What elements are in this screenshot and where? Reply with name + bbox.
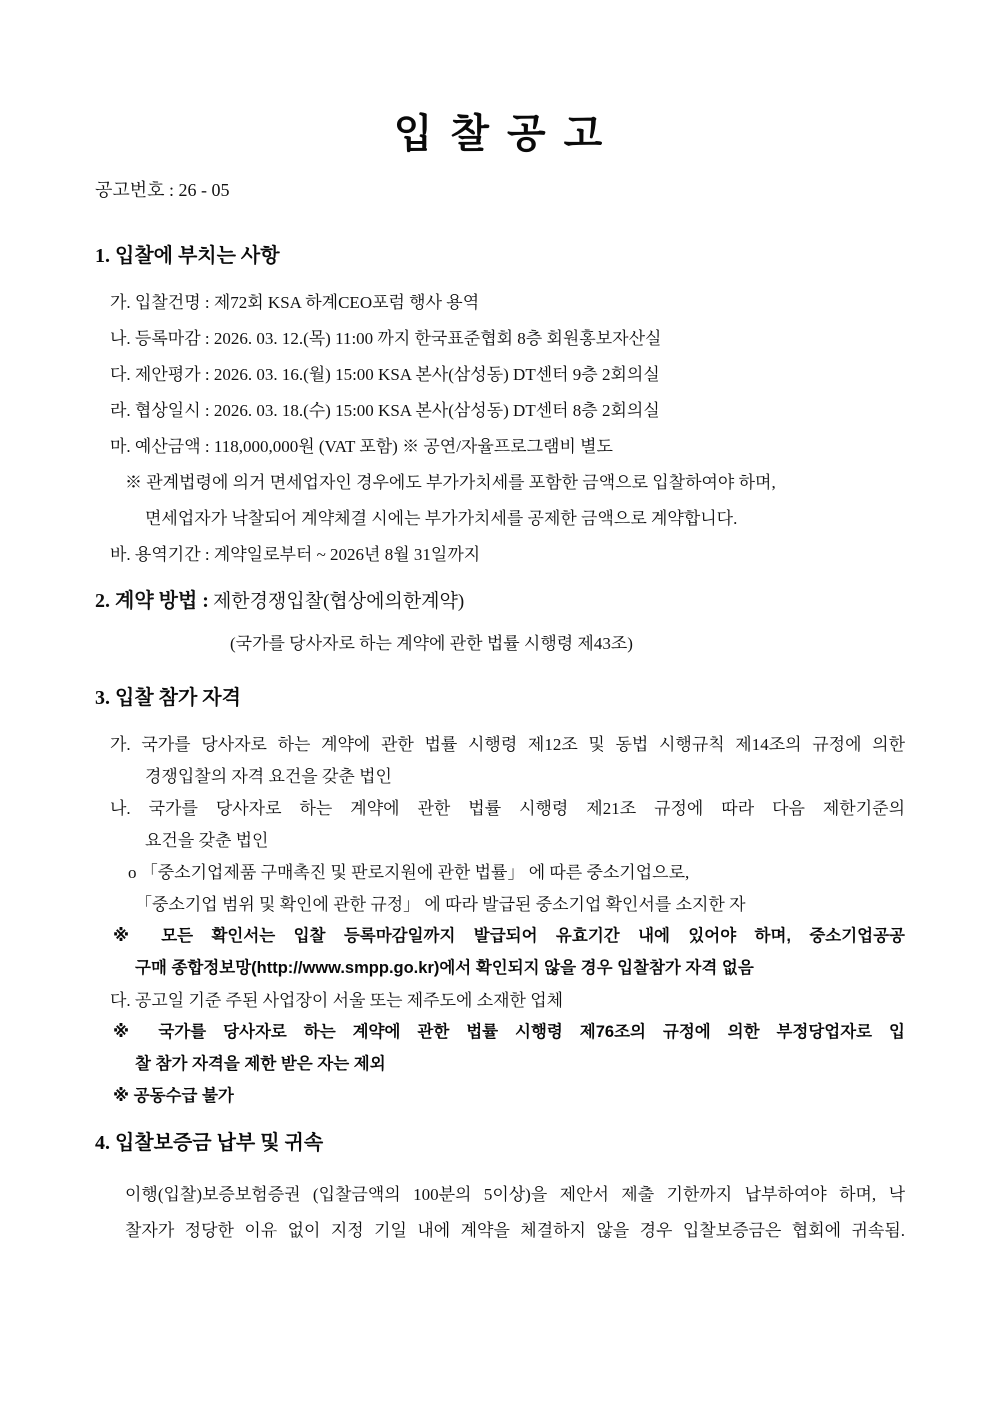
qualification-ga-line-2: 경쟁입찰의 자격 요건을 갖춘 법인	[145, 767, 392, 786]
service-period-line: 바. 용역기간 : 계약일로부터 ~ 2026년 8월 31일까지	[110, 545, 481, 564]
joint-supply-note-line: ※ 공동수급 불가	[113, 1087, 234, 1105]
section-4-heading: 4. 입찰보증금 납부 및 귀속	[95, 1132, 324, 1154]
section-3	[95, 685, 905, 1108]
vat-note-line-2: 면세업자가 낙찰되어 계약체결 시에는 부가가치세를 공제한 금액으로 계약합니다.	[145, 509, 738, 528]
disqualification-note-line-1: ※ 국가를 당사자로 하는 계약에 관한 법률 시행령 제76조의 규정에 의한 부정당업자로 입	[113, 1023, 905, 1041]
certificate-note-line-1: ※ 모든 확인서는 입찰 등록마감일까지 발급되어 유효기간 내에 있어야 하며, 중소기업공공	[113, 927, 905, 945]
qualification-na-line-1: 나. 국가를 당사자로 하는 계약에 관한 법률 시행령 제21조 규정에 따라 다음 제한기준의	[110, 799, 905, 818]
disqualification-note-line-2: 찰 참가 자격을 제한 받은 자는 제외	[135, 1055, 386, 1073]
bid-bond-line-2: 찰자가 정당한 이유 없이 지정 기일 내에 계약을 체결하지 않을 경우 입찰보증금은 협회에 귀속됨.	[125, 1221, 905, 1240]
bid-name-line: 가. 입찰건명 : 제72회 KSA 하계CEO포럼 행사 용역	[110, 293, 480, 312]
bid-bond-line-1: 이행(입찰)보증보험증권 (입찰금액의 100분의 5이상)을 제안서 제출 기한까지 납부하여야 하며, 낙	[125, 1185, 905, 1204]
qualification-ga-line-1: 가. 국가를 당사자로 하는 계약에 관한 법률 시행령 제12조 및 동법 시행규칙 제14조의 규정에 의한	[110, 735, 905, 754]
budget-amount-line: 마. 예산금액 : 118,000,000원 (VAT 포함) ※ 공연/자율프로그램비 별도	[110, 437, 613, 456]
section-2	[95, 584, 905, 655]
certificate-note-line-2: 구매 종합정보망(http://www.smpp.go.kr)에서 확인되지 않을 경우 입찰참가 자격 없음	[135, 959, 754, 977]
registration-deadline-line: 나. 등록마감 : 2026. 03. 12.(목) 11:00 까지 한국표준협회 8층 회원홍보자산실	[110, 329, 662, 348]
sme-law-bullet-line-2: 「중소기업 범위 및 확인에 관한 규정」 에 따라 발급된 중소기업 확인서를 소지한 자	[135, 895, 746, 914]
section-1-heading: 1. 입찰에 부치는 사항	[95, 245, 280, 267]
document-title: 입 찰 공 고	[393, 111, 607, 156]
vat-note-line-1: ※ 관계법령에 의거 면세업자인 경우에도 부가가치세를 포함한 금액으로 입찰하여야 하며,	[125, 473, 776, 492]
contract-method-value: 제한경쟁입찰(협상에의한계약)	[212, 591, 465, 612]
section-4	[95, 1130, 905, 1242]
section-2-heading	[95, 584, 905, 613]
location-requirement-line: 다. 공고일 기준 주된 사업장이 서울 또는 제주도에 소재한 업체	[110, 991, 564, 1010]
negotiation-date-line: 라. 협상일시 : 2026. 03. 18.(수) 15:00 KSA 본사(삼성동) DT센터 8층 2회의실	[110, 401, 660, 420]
sme-law-bullet-line-1: o 「중소기업제품 구매촉진 및 판로지원에 관한 법률」 에 따른 중소기업으로,	[128, 863, 690, 882]
qualification-na-line-2: 요건을 갖춘 법인	[145, 831, 269, 850]
section-1	[95, 243, 905, 566]
notice-number: 공고번호 : 26 - 05	[95, 180, 230, 200]
contract-method-label: 2. 계약 방법 :	[95, 590, 209, 612]
section-3-heading: 3. 입찰 참가 자격	[95, 687, 241, 709]
proposal-evaluation-line: 다. 제안평가 : 2026. 03. 16.(월) 15:00 KSA 본사(삼성동) DT센터 9층 2회의실	[110, 365, 660, 384]
legal-basis-line: (국가를 당사자로 하는 계약에 관한 법률 시행령 제43조)	[230, 634, 633, 653]
